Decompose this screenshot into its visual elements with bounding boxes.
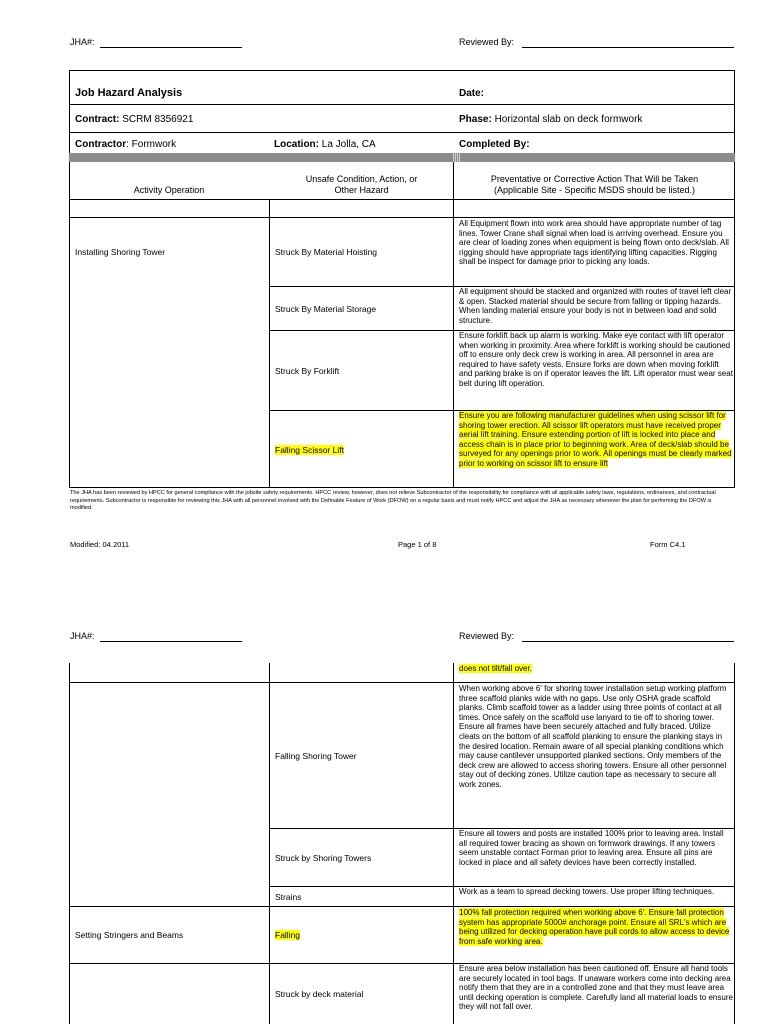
hazard-cell: Struck By Material Hoisting <box>275 247 378 257</box>
phase-value: Horizontal slab on deck formwork <box>494 114 643 125</box>
hazard-cell-highlighted <box>275 907 451 963</box>
action-header-line1: Preventative or Corrective Action That Will be Taken <box>490 174 699 184</box>
hazard-cell-highlighted <box>275 411 451 488</box>
activity-cell: Installing Shoring Tower <box>75 247 166 257</box>
action-cell-highlighted <box>459 411 733 487</box>
action-cell: Ensure area below installation has been cautioned off. Ensure all hand tools are securely located in tool bags. If unaware workers come into decking area notify them that they are in a controlled zone and that they must leave area until decking operation is complete. Carefully land all material loads to ensure they will not fall over. <box>459 964 733 1012</box>
hazard-cell: Struck by Shoring Towers <box>275 852 372 863</box>
contractor-field <box>75 139 176 150</box>
jha-number-label: JHA#: <box>70 631 95 641</box>
location-label: Location: <box>274 139 319 150</box>
action-cell-highlighted <box>459 664 733 682</box>
reviewed-by-label: Reviewed By: <box>459 37 515 47</box>
completed-by-label: Completed By: <box>459 139 530 150</box>
activity-cell: Setting Stringers and Beams <box>75 930 184 940</box>
location-value: La Jolla, CA <box>321 139 376 150</box>
action-cell: Ensure all towers and posts are installed 100% prior to leaving area. Install all required tower bracing as shown on formwork drawings. If any towers seem unstable contact Forman prior to leaving area. Ensure all pins are locked in place and all safety devices have been correctly installed. <box>459 829 724 867</box>
reviewed-by-label: Reviewed By: <box>459 631 515 641</box>
hazard-text: Falling Scissor Lift <box>275 444 344 455</box>
action-text: Ensure you are following manufacturer guidelines when using scissor lift for shoring tower erection. All scissor lift operators must have received proper aerial lift training. Ensure extending portion of lift is locked into place and access chain is in place prior to beginning work. Area of deck/slab should be surveyed for any openings prior to work. All openings must be clearly marked prior to working on scissor lift to ensure lift <box>459 411 732 468</box>
jha-number-line <box>100 641 242 642</box>
date-label: Date: <box>459 88 485 99</box>
hazard-cell: Strains <box>275 891 302 902</box>
location-field <box>274 139 376 150</box>
action-text: 100% fall protection required when working above 6'. Ensure fall protection system has appropriate 5000# anchorage point. Ensure all SRL's which are being utilized for decking operation have pull cords to allow access to device from safe working area. <box>459 908 730 946</box>
hazard-cell: Falling Shoring Tower <box>275 750 357 761</box>
form-number: Form C4.1 <box>650 540 686 549</box>
page-number: Page 1 of 8 <box>398 540 437 549</box>
hazard-header-line2: Other Hazard <box>334 185 389 195</box>
hazard-text: Falling <box>275 930 301 940</box>
phase-label: Phase: <box>459 114 492 125</box>
hazard-cell: Struck By Material Storage <box>275 303 377 314</box>
action-cell: All equipment should be stacked and organized with routes of travel left clear & open. Stacked material should be secure from falling or tipping hazards. When landing material ensure your body is not in between load and solid structure. <box>459 287 732 325</box>
form-title: Job Hazard Analysis <box>75 87 183 99</box>
contract-label: Contract: <box>75 114 120 125</box>
separator-band <box>69 153 735 162</box>
action-header-line2: (Applicable Site - Specific MSDS should be listed.) <box>493 185 696 195</box>
reviewed-by-line <box>522 641 734 642</box>
modified-date: Modified: 04.2011 <box>70 540 130 549</box>
action-cell: Ensure forklift back up alarm is working. Make eye contact with lift operator when working in proximity. Area where forklift is working should be cautioned off to ensure only deck crew is working in area. All personnel in area are required to have safety vests. Ensure forks are down when moving forklift and parking brake is on if operator leaves the lift. Lift operator must wear seat belt during lift operation. <box>459 331 733 388</box>
action-cell: All Equipment flown into work area should have appropriate number of tag lines. Tower Crane shall signal when load is arriving overhead. Ensure you are clear of loading zones when equipment is being flown onto deck/slab. All rigging should have appropriate tags identifying lifting capacities. Rigging shall be inspect for damage prior to picking any loads. <box>459 219 729 267</box>
column-header-activity: Activity Operation <box>133 185 205 195</box>
action-cell: Work as a team to spread decking towers. Use proper lifting techniques. <box>459 887 715 896</box>
hazard-header-line1: Unsafe Condition, Action, or <box>305 174 418 184</box>
jha-number-label: JHA#: <box>70 37 95 47</box>
action-cell: When working above 6' for shoring tower installation setup working platform three scaffold planks wide with no gaps. Use only OSHA grade scaffold planks. Climb scaffold tower as a ladder using three points of contact at all times. Once safely on the scaffold use lanyard to tie off to shoring tower. Ensure all frames have been securely attached and fully braced. Utilize cleats on the bottom of all scaffold planking to ensure the planking stays in the desired location. Remain aware of all special planking conditions which may cause cantilever unsupported planked sections. Only members of the deck crew are allowed to access shoring towers. Ensure all other personnel stay out of decking zones. Utilize caution tape as necessary to secure all work zones. <box>459 684 727 789</box>
contractor-label: Contractor <box>75 139 127 150</box>
review-footnote: The JHA has been reviewed by HPCC for general compliance with the jobsite safety requirements. HPCC review, however, does not relieve Subcontractor of the responsibility for compliance with all applicable safety laws, regulations, ordinances, and contractual requirements. Subcontractor is responsible for reviewing this JHA with all personnel involved with the Definable Feature of Work (DFOW) on a regular basis and must notify HPCC and adjust the JHA as necessary whenever the plan for performing the DFOW is modified. <box>70 490 716 512</box>
column-header-action <box>454 174 735 196</box>
action-text: does not tilt/fall over. <box>459 664 532 673</box>
jha-number-line <box>100 47 242 48</box>
contract-value: SCRM 8356921 <box>122 114 194 125</box>
contractor-value: : Formwork <box>126 139 177 150</box>
phase-field <box>459 114 642 125</box>
contract-field <box>75 114 193 125</box>
hazard-cell: Struck By Forklift <box>275 365 340 376</box>
reviewed-by-line <box>522 47 734 48</box>
column-header-hazard <box>270 174 453 196</box>
separator-band-tick <box>452 153 460 162</box>
action-cell-highlighted <box>459 908 733 963</box>
hazard-cell: Struck by deck material <box>275 989 364 999</box>
